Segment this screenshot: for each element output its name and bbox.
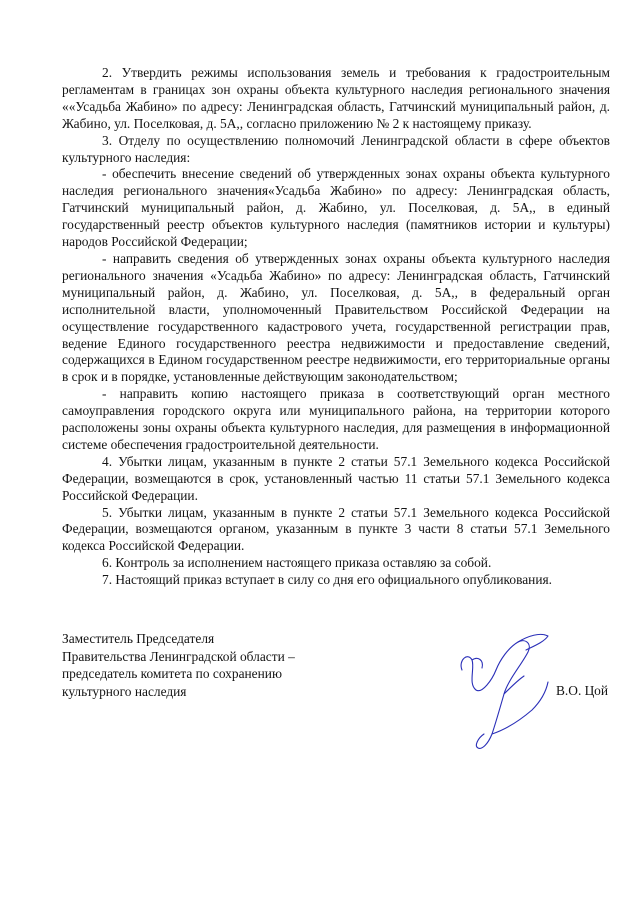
handwritten-signature bbox=[448, 630, 553, 755]
paragraph-item-6: 6. Контроль за исполнением настоящего приказа оставляю за собой. bbox=[102, 555, 492, 571]
paragraph-item-5: 5. Убытки лицам, указанным в пункте 2 статьи 57.1 Земельного кодекса Российской Федерации, возмещаются органом, указанным в пункте 3 части 8 статьи 57.1 Земельного кодекса Российской Федерации. bbox=[62, 504, 610, 554]
position-line: культурного наследия bbox=[62, 683, 187, 699]
paragraph-item-7: 7. Настоящий приказ вступает в силу со дня его официального опубликования. bbox=[102, 572, 552, 588]
document-body bbox=[62, 65, 610, 589]
paragraph-item-3-subitem-3: - направить копию настоящего приказа в соответствующий орган местного самоуправления городского округа или муниципального района, на территории которого расположены зоны охраны объекта культурного наследия, для размещения в информационной системе обеспечения градостроительной деятельности. bbox=[62, 386, 610, 452]
position-line: председатель комитета по сохранению bbox=[62, 666, 282, 681]
position-line: Заместитель Председателя bbox=[62, 631, 215, 646]
signature-strokes bbox=[461, 634, 548, 748]
signatory-position bbox=[62, 630, 362, 700]
paragraph-item-3-subitem-1: - обеспечить внесение сведений об утвержденных зонах охраны объекта культурного наследия регионального значения«Усадьба Жабино» по адресу: Ленинградская область, Гатчинский муниципальный район, д. Жабино, ул. Поселковая, д. 5А,, в единый государственный реестр объектов культурного наследия (памятников истории и культуры) народов Российской Федерации; bbox=[62, 166, 610, 250]
signer-name: В.О. Цой bbox=[556, 683, 608, 698]
paragraph-item-3: 3. Отделу по осуществлению полномочий Ленинградской области в сфере объектов культурного наследия: bbox=[62, 132, 610, 165]
position-line: Правительства Ленинградской области – bbox=[62, 648, 295, 664]
paragraph-item-4: 4. Убытки лицам, указанным в пункте 2 статьи 57.1 Земельного кодекса Российской Федерации, возмещаются в срок, установленный частью 11 статьи 57.1 Земельного кодекса Российской Федерации. bbox=[62, 453, 610, 503]
paragraph-item-2: 2. Утвердить режимы использования земель и требования к градостроительным регламентам в границах зон охраны объекта культурного наследия регионального значения ««Усадьба Жабино» по адресу: Ленинградская область, Гатчинский муниципальный район, д. Жабино, ул. Поселковая, д. 5А,, согласно приложению № 2 к настоящему приказу. bbox=[62, 65, 610, 131]
paragraph-item-3-subitem-2: - направить сведения об утвержденных зонах охраны объекта культурного наследия регионального значения «Усадьба Жабино» по адресу: Ленинградская область, Гатчинский муниципальный район, д. Жабино, ул. Поселковая, д. 5А,, в федеральный орган исполнительной власти, уполномоченный Правительством Российской Федерации на осуществление государственного кадастрового учета, государственной регистрации прав, ведение Единого государственного реестра недвижимости и предоставление сведений, содержащихся в Едином государственном реестре недвижимости, его территориальные органы в срок и в порядке, установленные действующим законодательством; bbox=[62, 250, 610, 385]
